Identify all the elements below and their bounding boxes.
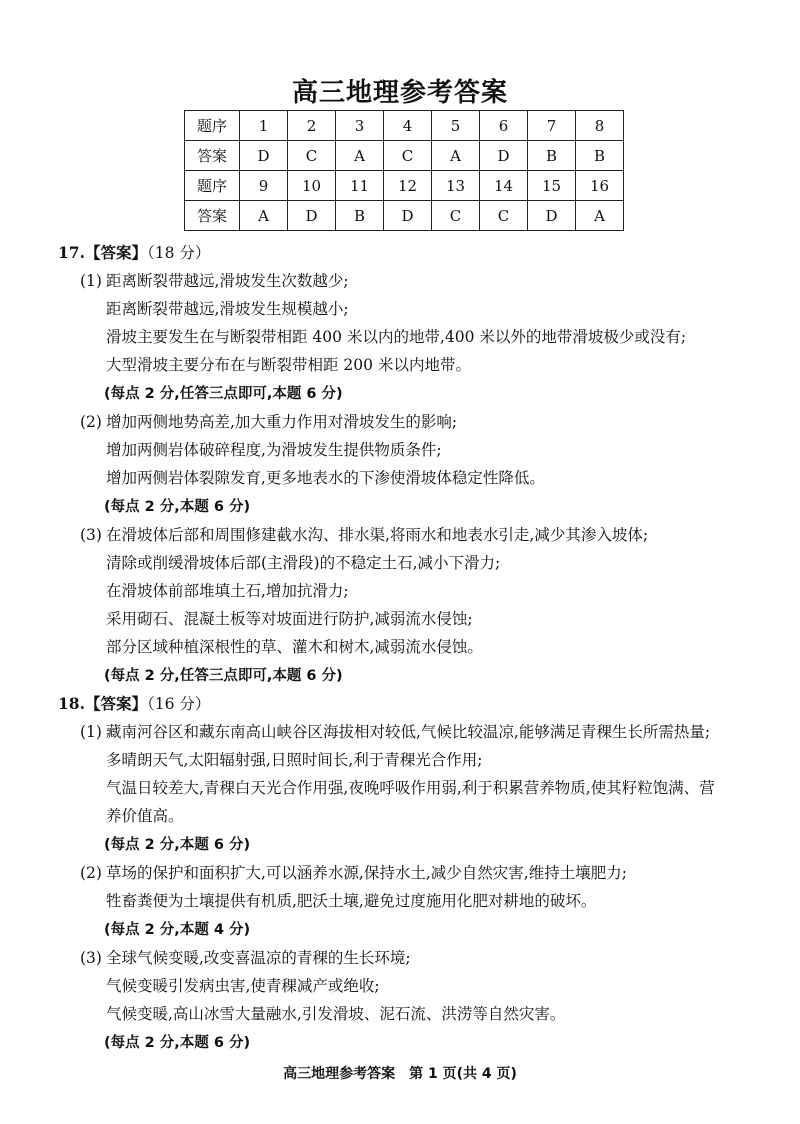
answer-table xyxy=(184,110,624,231)
q17-heading xyxy=(58,243,210,263)
table-row-header: 答案 xyxy=(185,201,240,231)
q18-answer-label: 【答案】 xyxy=(84,695,147,713)
q18-p1-line: 藏南河谷区和藏东南高山峡谷区海拔相对较低,气候比较温凉,能够满足青稞生长所需热量; xyxy=(106,723,711,741)
q17-p2-line: 增加两侧岩体破碎程度,为滑坡发生提供物质条件; xyxy=(106,441,442,459)
table-cell: 10 xyxy=(288,171,336,201)
q18-p1-line: 多晴朗天气,太阳辐射强,日照时间长,利于青稞光合作用; xyxy=(106,751,483,769)
table-cell: 4 xyxy=(384,111,432,141)
table-cell: D xyxy=(288,201,336,231)
table-cell: 14 xyxy=(480,171,528,201)
q17-p3-line: 采用砌石、混凝土板等对坡面进行防护,减弱流水侵蚀; xyxy=(106,610,473,628)
table-cell: C xyxy=(480,201,528,231)
table-row-header: 答案 xyxy=(185,141,240,171)
q18-p1-line: 养价值高。 xyxy=(106,807,184,825)
table-row-header: 题序 xyxy=(185,111,240,141)
table-cell: 11 xyxy=(336,171,384,201)
q18-p3-line: 气候变暖,高山冰雪大量融水,引发滑坡、泥石流、洪涝等自然灾害。 xyxy=(106,1005,566,1023)
q18-p1-scoring-note: (每点 2 分,本题 6 分) xyxy=(104,837,251,853)
q18-p2-scoring-note: (每点 2 分,本题 4 分) xyxy=(104,922,251,938)
q18-p3-line: 全球气候变暖,改变喜温凉的青稞的生长环境; xyxy=(106,949,411,967)
q18-number: 18. xyxy=(58,694,85,713)
table-row xyxy=(185,141,624,171)
table-cell: 12 xyxy=(384,171,432,201)
q17-p2-line: 增加两侧地势高差,加大重力作用对滑坡发生的影响; xyxy=(106,413,458,431)
table-cell: 16 xyxy=(576,171,624,201)
q17-p3-line: 清除或削缓滑坡体后部(主滑段)的不稳定土石,减小下滑力; xyxy=(106,554,501,572)
q18-p2-marker: (2) xyxy=(80,864,102,882)
q17-p1-marker: (1) xyxy=(80,272,102,290)
q18-p1-line: 气温日较差大,青稞白天光合作用强,夜晚呼吸作用弱,利于积累营养物质,使其籽粒饱满、营 xyxy=(106,779,715,797)
table-row xyxy=(185,111,624,141)
q17-p2-marker: (2) xyxy=(80,413,102,431)
table-cell: 8 xyxy=(576,111,624,141)
table-cell: B xyxy=(576,141,624,171)
table-cell: C xyxy=(288,141,336,171)
table-cell: 1 xyxy=(240,111,288,141)
table-cell: D xyxy=(528,201,576,231)
q17-p3-line: 在滑坡体后部和周围修建截水沟、排水渠,将雨水和地表水引走,减少其渗入坡体; xyxy=(106,526,649,544)
table-row xyxy=(185,201,624,231)
q18-p3-marker: (3) xyxy=(80,949,102,967)
table-cell: 7 xyxy=(528,111,576,141)
table-row xyxy=(185,171,624,201)
q17-number: 17. xyxy=(58,243,85,262)
table-row-header: 题序 xyxy=(185,171,240,201)
q18-p3-scoring-note: (每点 2 分,本题 6 分) xyxy=(104,1035,251,1051)
q17-p2-scoring-note: (每点 2 分,本题 6 分) xyxy=(104,499,251,515)
table-cell: D xyxy=(480,141,528,171)
q18-heading xyxy=(58,694,210,714)
table-cell: A xyxy=(336,141,384,171)
table-cell: 9 xyxy=(240,171,288,201)
q17-p1-scoring-note: (每点 2 分,任答三点即可,本题 6 分) xyxy=(104,386,343,402)
table-cell: B xyxy=(528,141,576,171)
page-title: 高三地理参考答案 xyxy=(291,78,508,108)
table-cell: A xyxy=(576,201,624,231)
page-footer: 高三地理参考答案 第 1 页(共 4 页) xyxy=(283,1066,517,1082)
q17-p1-line: 大型滑坡主要分布在与断裂带相距 200 米以内地带。 xyxy=(106,356,471,374)
q17-p3-line: 部分区域种植深根性的草、灌木和树木,减弱流水侵蚀。 xyxy=(106,638,483,656)
table-cell: 6 xyxy=(480,111,528,141)
table-cell: D xyxy=(384,201,432,231)
table-cell: B xyxy=(336,201,384,231)
table-cell: D xyxy=(240,141,288,171)
q17-p3-line: 在滑坡体前部堆填土石,增加抗滑力; xyxy=(106,582,349,600)
q17-p1-line: 距离断裂带越远,滑坡发生次数越少; xyxy=(106,272,349,290)
q17-p1-line: 距离断裂带越远,滑坡发生规模越小; xyxy=(106,300,349,318)
table-cell: C xyxy=(432,201,480,231)
q17-p1-line: 滑坡主要发生在与断裂带相距 400 米以内的地带,400 米以外的地带滑坡极少或没有; xyxy=(106,328,687,346)
q17-score: （18 分） xyxy=(146,244,211,262)
table-cell: A xyxy=(432,141,480,171)
q17-p3-marker: (3) xyxy=(80,526,102,544)
table-cell: 2 xyxy=(288,111,336,141)
q18-p2-line: 草场的保护和面积扩大,可以涵养水源,保持水土,减少自然灾害,维持土壤肥力; xyxy=(106,864,627,882)
q18-p3-line: 气候变暖引发病虫害,使青稞减产或绝收; xyxy=(106,977,380,995)
table-cell: 3 xyxy=(336,111,384,141)
q18-p2-line: 牲畜粪便为土壤提供有机质,肥沃土壤,避免过度施用化肥对耕地的破坏。 xyxy=(106,892,597,910)
table-cell: 13 xyxy=(432,171,480,201)
q18-p1-marker: (1) xyxy=(80,723,102,741)
table-cell: C xyxy=(384,141,432,171)
q17-answer-label: 【答案】 xyxy=(84,244,147,262)
q18-score: （16 分） xyxy=(146,695,211,713)
q17-p3-scoring-note: (每点 2 分,任答三点即可,本题 6 分) xyxy=(104,668,343,684)
table-cell: 15 xyxy=(528,171,576,201)
table-cell: A xyxy=(240,201,288,231)
table-cell: 5 xyxy=(432,111,480,141)
q17-p2-line: 增加两侧岩体裂隙发育,更多地表水的下渗使滑坡体稳定性降低。 xyxy=(106,469,545,487)
